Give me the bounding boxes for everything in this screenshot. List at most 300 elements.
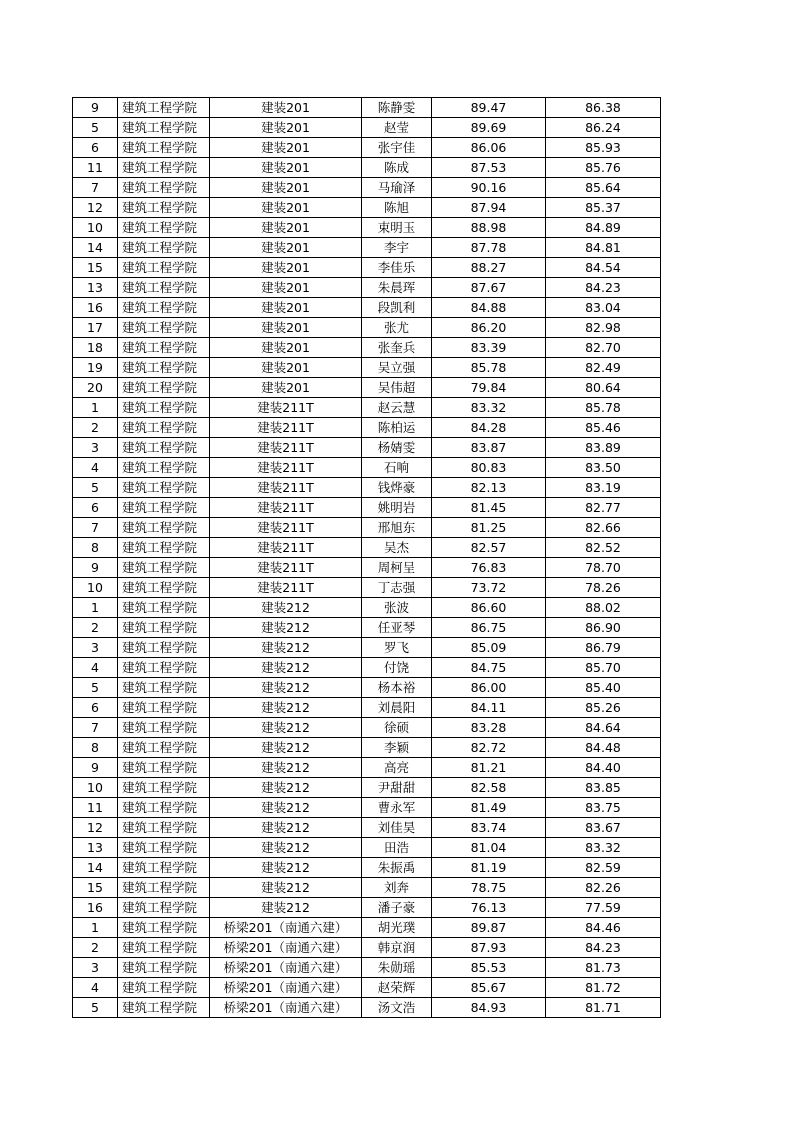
college-cell: 建筑工程学院 (118, 658, 210, 678)
college-cell: 建筑工程学院 (118, 598, 210, 618)
rank-cell: 15 (73, 258, 118, 278)
score-cell: 87.94 (432, 198, 546, 218)
college-cell: 建筑工程学院 (118, 998, 210, 1018)
composite-score-cell: 82.26 (546, 878, 661, 898)
score-cell: 81.25 (432, 518, 546, 538)
rank-cell: 3 (73, 638, 118, 658)
score-cell: 76.13 (432, 898, 546, 918)
rank-cell: 13 (73, 278, 118, 298)
table-row (73, 278, 661, 298)
table-row (73, 378, 661, 398)
rank-cell: 4 (73, 978, 118, 998)
table-row (73, 678, 661, 698)
college-cell: 建筑工程学院 (118, 98, 210, 118)
rank-cell: 12 (73, 198, 118, 218)
rank-cell: 15 (73, 878, 118, 898)
score-cell: 78.75 (432, 878, 546, 898)
composite-score-cell: 83.85 (546, 778, 661, 798)
table-row (73, 698, 661, 718)
composite-score-cell: 83.19 (546, 478, 661, 498)
college-cell: 建筑工程学院 (118, 418, 210, 438)
rank-cell: 11 (73, 798, 118, 818)
name-cell: 刘晨阳 (362, 698, 432, 718)
composite-score-cell: 85.37 (546, 198, 661, 218)
table-row (73, 658, 661, 678)
rank-cell: 6 (73, 498, 118, 518)
class-cell: 建装211T (210, 478, 362, 498)
table-row (73, 618, 661, 638)
score-cell: 84.28 (432, 418, 546, 438)
rank-cell: 7 (73, 518, 118, 538)
composite-score-cell: 82.77 (546, 498, 661, 518)
score-cell: 86.75 (432, 618, 546, 638)
name-cell: 张尤 (362, 318, 432, 338)
name-cell: 刘佳昊 (362, 818, 432, 838)
score-cell: 82.72 (432, 738, 546, 758)
score-cell: 86.20 (432, 318, 546, 338)
composite-score-cell: 78.26 (546, 578, 661, 598)
class-cell: 建装201 (210, 178, 362, 198)
class-cell: 建装212 (210, 698, 362, 718)
college-cell: 建筑工程学院 (118, 918, 210, 938)
table-row (73, 898, 661, 918)
rank-cell: 9 (73, 98, 118, 118)
table-row (73, 778, 661, 798)
rank-cell: 16 (73, 298, 118, 318)
college-cell: 建筑工程学院 (118, 198, 210, 218)
score-cell: 84.93 (432, 998, 546, 1018)
score-cell: 87.93 (432, 938, 546, 958)
table-row (73, 118, 661, 138)
score-cell: 76.83 (432, 558, 546, 578)
composite-score-cell: 83.89 (546, 438, 661, 458)
name-cell: 吴杰 (362, 538, 432, 558)
rank-cell: 4 (73, 458, 118, 478)
score-cell: 85.09 (432, 638, 546, 658)
college-cell: 建筑工程学院 (118, 538, 210, 558)
class-cell: 建装212 (210, 838, 362, 858)
name-cell: 尹甜甜 (362, 778, 432, 798)
class-cell: 建装201 (210, 378, 362, 398)
name-cell: 付饶 (362, 658, 432, 678)
table-row (73, 478, 661, 498)
composite-score-cell: 85.46 (546, 418, 661, 438)
table-row (73, 298, 661, 318)
college-cell: 建筑工程学院 (118, 378, 210, 398)
table-row (73, 458, 661, 478)
name-cell: 李宇 (362, 238, 432, 258)
class-cell: 建装212 (210, 738, 362, 758)
class-cell: 建装212 (210, 618, 362, 638)
score-table-body (73, 98, 661, 1018)
name-cell: 朱振禹 (362, 858, 432, 878)
table-row (73, 418, 661, 438)
class-cell: 建装212 (210, 778, 362, 798)
name-cell: 朱勋瑶 (362, 958, 432, 978)
name-cell: 韩京润 (362, 938, 432, 958)
class-cell: 建装211T (210, 438, 362, 458)
class-cell: 桥梁201（南通六建） (210, 918, 362, 938)
class-cell: 建装201 (210, 298, 362, 318)
table-row (73, 438, 661, 458)
table-row (73, 578, 661, 598)
composite-score-cell: 86.38 (546, 98, 661, 118)
composite-score-cell: 86.79 (546, 638, 661, 658)
college-cell: 建筑工程学院 (118, 318, 210, 338)
score-table (72, 97, 661, 1018)
composite-score-cell: 84.40 (546, 758, 661, 778)
college-cell: 建筑工程学院 (118, 438, 210, 458)
name-cell: 马瑜泽 (362, 178, 432, 198)
rank-cell: 18 (73, 338, 118, 358)
college-cell: 建筑工程学院 (118, 838, 210, 858)
score-cell: 87.53 (432, 158, 546, 178)
composite-score-cell: 81.71 (546, 998, 661, 1018)
composite-score-cell: 84.23 (546, 278, 661, 298)
class-cell: 建装212 (210, 858, 362, 878)
college-cell: 建筑工程学院 (118, 818, 210, 838)
rank-cell: 14 (73, 858, 118, 878)
class-cell: 建装212 (210, 818, 362, 838)
composite-score-cell: 83.32 (546, 838, 661, 858)
class-cell: 建装201 (210, 358, 362, 378)
score-cell: 86.60 (432, 598, 546, 618)
rank-cell: 17 (73, 318, 118, 338)
table-row (73, 238, 661, 258)
table-row (73, 738, 661, 758)
rank-cell: 3 (73, 438, 118, 458)
composite-score-cell: 83.75 (546, 798, 661, 818)
class-cell: 建装201 (210, 258, 362, 278)
rank-cell: 1 (73, 918, 118, 938)
score-cell: 85.67 (432, 978, 546, 998)
composite-score-cell: 84.89 (546, 218, 661, 238)
rank-cell: 5 (73, 478, 118, 498)
rank-cell: 5 (73, 998, 118, 1018)
college-cell: 建筑工程学院 (118, 458, 210, 478)
name-cell: 任亚琴 (362, 618, 432, 638)
score-cell: 83.28 (432, 718, 546, 738)
college-cell: 建筑工程学院 (118, 358, 210, 378)
class-cell: 建装201 (210, 98, 362, 118)
composite-score-cell: 84.46 (546, 918, 661, 938)
rank-cell: 10 (73, 578, 118, 598)
rank-cell: 2 (73, 618, 118, 638)
score-cell: 81.04 (432, 838, 546, 858)
table-row (73, 98, 661, 118)
composite-score-cell: 81.72 (546, 978, 661, 998)
college-cell: 建筑工程学院 (118, 878, 210, 898)
class-cell: 建装211T (210, 458, 362, 478)
class-cell: 桥梁201（南通六建） (210, 958, 362, 978)
score-cell: 89.87 (432, 918, 546, 938)
table-row (73, 838, 661, 858)
college-cell: 建筑工程学院 (118, 718, 210, 738)
name-cell: 段凯利 (362, 298, 432, 318)
composite-score-cell: 80.64 (546, 378, 661, 398)
rank-cell: 1 (73, 598, 118, 618)
composite-score-cell: 85.70 (546, 658, 661, 678)
composite-score-cell: 82.98 (546, 318, 661, 338)
class-cell: 建装201 (210, 318, 362, 338)
score-cell: 88.27 (432, 258, 546, 278)
composite-score-cell: 84.64 (546, 718, 661, 738)
name-cell: 李佳乐 (362, 258, 432, 278)
class-cell: 建装212 (210, 598, 362, 618)
rank-cell: 12 (73, 818, 118, 838)
class-cell: 建装211T (210, 498, 362, 518)
class-cell: 建装211T (210, 398, 362, 418)
rank-cell: 9 (73, 758, 118, 778)
name-cell: 石响 (362, 458, 432, 478)
name-cell: 陈成 (362, 158, 432, 178)
table-row (73, 538, 661, 558)
name-cell: 朱晨珲 (362, 278, 432, 298)
composite-score-cell: 84.23 (546, 938, 661, 958)
college-cell: 建筑工程学院 (118, 478, 210, 498)
composite-score-cell: 85.93 (546, 138, 661, 158)
table-row (73, 918, 661, 938)
table-row (73, 218, 661, 238)
class-cell: 建装201 (210, 238, 362, 258)
score-cell: 81.45 (432, 498, 546, 518)
rank-cell: 10 (73, 778, 118, 798)
college-cell: 建筑工程学院 (118, 778, 210, 798)
composite-score-cell: 86.90 (546, 618, 661, 638)
table-row (73, 258, 661, 278)
rank-cell: 1 (73, 398, 118, 418)
college-cell: 建筑工程学院 (118, 138, 210, 158)
score-cell: 73.72 (432, 578, 546, 598)
table-row (73, 518, 661, 538)
score-cell: 85.78 (432, 358, 546, 378)
score-cell: 90.16 (432, 178, 546, 198)
class-cell: 建装201 (210, 338, 362, 358)
rank-cell: 16 (73, 898, 118, 918)
name-cell: 赵莹 (362, 118, 432, 138)
composite-score-cell: 82.52 (546, 538, 661, 558)
rank-cell: 7 (73, 178, 118, 198)
rank-cell: 7 (73, 718, 118, 738)
score-cell: 87.67 (432, 278, 546, 298)
name-cell: 陈静雯 (362, 98, 432, 118)
table-row (73, 818, 661, 838)
college-cell: 建筑工程学院 (118, 678, 210, 698)
score-cell: 82.57 (432, 538, 546, 558)
composite-score-cell: 83.67 (546, 818, 661, 838)
college-cell: 建筑工程学院 (118, 578, 210, 598)
name-cell: 汤文浩 (362, 998, 432, 1018)
class-cell: 建装211T (210, 418, 362, 438)
college-cell: 建筑工程学院 (118, 158, 210, 178)
composite-score-cell: 82.49 (546, 358, 661, 378)
rank-cell: 10 (73, 218, 118, 238)
rank-cell: 11 (73, 158, 118, 178)
composite-score-cell: 85.76 (546, 158, 661, 178)
name-cell: 赵云慧 (362, 398, 432, 418)
composite-score-cell: 84.54 (546, 258, 661, 278)
table-row (73, 318, 661, 338)
name-cell: 束明玉 (362, 218, 432, 238)
class-cell: 建装201 (210, 118, 362, 138)
score-cell: 89.47 (432, 98, 546, 118)
table-row (73, 338, 661, 358)
name-cell: 田浩 (362, 838, 432, 858)
class-cell: 建装201 (210, 218, 362, 238)
name-cell: 邢旭东 (362, 518, 432, 538)
rank-cell: 2 (73, 418, 118, 438)
college-cell: 建筑工程学院 (118, 738, 210, 758)
score-cell: 86.00 (432, 678, 546, 698)
rank-cell: 5 (73, 678, 118, 698)
class-cell: 建装201 (210, 198, 362, 218)
composite-score-cell: 83.04 (546, 298, 661, 318)
rank-cell: 4 (73, 658, 118, 678)
table-row (73, 878, 661, 898)
name-cell: 吴立强 (362, 358, 432, 378)
score-cell: 83.32 (432, 398, 546, 418)
name-cell: 胡光璞 (362, 918, 432, 938)
composite-score-cell: 84.81 (546, 238, 661, 258)
table-row (73, 998, 661, 1018)
table-row (73, 598, 661, 618)
name-cell: 张宇佳 (362, 138, 432, 158)
table-row (73, 978, 661, 998)
class-cell: 桥梁201（南通六建） (210, 938, 362, 958)
rank-cell: 8 (73, 538, 118, 558)
table-row (73, 858, 661, 878)
college-cell: 建筑工程学院 (118, 618, 210, 638)
college-cell: 建筑工程学院 (118, 798, 210, 818)
college-cell: 建筑工程学院 (118, 338, 210, 358)
composite-score-cell: 85.78 (546, 398, 661, 418)
college-cell: 建筑工程学院 (118, 398, 210, 418)
college-cell: 建筑工程学院 (118, 698, 210, 718)
table-row (73, 198, 661, 218)
rank-cell: 6 (73, 138, 118, 158)
score-cell: 83.74 (432, 818, 546, 838)
name-cell: 曹永军 (362, 798, 432, 818)
composite-score-cell: 81.73 (546, 958, 661, 978)
name-cell: 张奎兵 (362, 338, 432, 358)
score-cell: 84.75 (432, 658, 546, 678)
class-cell: 建装212 (210, 718, 362, 738)
rank-cell: 9 (73, 558, 118, 578)
college-cell: 建筑工程学院 (118, 258, 210, 278)
class-cell: 建装201 (210, 158, 362, 178)
college-cell: 建筑工程学院 (118, 238, 210, 258)
table-row (73, 498, 661, 518)
rank-cell: 2 (73, 938, 118, 958)
score-cell: 83.87 (432, 438, 546, 458)
rank-cell: 8 (73, 738, 118, 758)
score-cell: 88.98 (432, 218, 546, 238)
composite-score-cell: 86.24 (546, 118, 661, 138)
college-cell: 建筑工程学院 (118, 858, 210, 878)
name-cell: 丁志强 (362, 578, 432, 598)
composite-score-cell: 85.40 (546, 678, 661, 698)
class-cell: 桥梁201（南通六建） (210, 978, 362, 998)
score-cell: 81.19 (432, 858, 546, 878)
college-cell: 建筑工程学院 (118, 518, 210, 538)
college-cell: 建筑工程学院 (118, 938, 210, 958)
college-cell: 建筑工程学院 (118, 218, 210, 238)
composite-score-cell: 82.70 (546, 338, 661, 358)
name-cell: 陈柏运 (362, 418, 432, 438)
table-row (73, 938, 661, 958)
table-row (73, 758, 661, 778)
name-cell: 刘奔 (362, 878, 432, 898)
college-cell: 建筑工程学院 (118, 178, 210, 198)
class-cell: 建装212 (210, 638, 362, 658)
rank-cell: 19 (73, 358, 118, 378)
score-cell: 81.49 (432, 798, 546, 818)
name-cell: 陈旭 (362, 198, 432, 218)
composite-score-cell: 88.02 (546, 598, 661, 618)
score-cell: 85.53 (432, 958, 546, 978)
class-cell: 建装211T (210, 578, 362, 598)
college-cell: 建筑工程学院 (118, 118, 210, 138)
name-cell: 徐硕 (362, 718, 432, 738)
rank-cell: 13 (73, 838, 118, 858)
composite-score-cell: 82.66 (546, 518, 661, 538)
composite-score-cell: 85.26 (546, 698, 661, 718)
college-cell: 建筑工程学院 (118, 638, 210, 658)
name-cell: 钱烨豪 (362, 478, 432, 498)
name-cell: 杨本裕 (362, 678, 432, 698)
name-cell: 潘子豪 (362, 898, 432, 918)
name-cell: 罗飞 (362, 638, 432, 658)
score-cell: 80.83 (432, 458, 546, 478)
score-cell: 82.13 (432, 478, 546, 498)
college-cell: 建筑工程学院 (118, 978, 210, 998)
college-cell: 建筑工程学院 (118, 558, 210, 578)
name-cell: 周柯呈 (362, 558, 432, 578)
rank-cell: 6 (73, 698, 118, 718)
composite-score-cell: 82.59 (546, 858, 661, 878)
composite-score-cell: 85.64 (546, 178, 661, 198)
table-row (73, 558, 661, 578)
score-cell: 81.21 (432, 758, 546, 778)
score-cell: 82.58 (432, 778, 546, 798)
score-cell: 87.78 (432, 238, 546, 258)
college-cell: 建筑工程学院 (118, 958, 210, 978)
class-cell: 建装212 (210, 758, 362, 778)
class-cell: 建装212 (210, 798, 362, 818)
name-cell: 高亮 (362, 758, 432, 778)
table-row (73, 138, 661, 158)
class-cell: 建装211T (210, 538, 362, 558)
table-row (73, 798, 661, 818)
table-row (73, 158, 661, 178)
class-cell: 建装212 (210, 898, 362, 918)
class-cell: 建装212 (210, 678, 362, 698)
class-cell: 建装212 (210, 878, 362, 898)
name-cell: 张波 (362, 598, 432, 618)
name-cell: 杨婧雯 (362, 438, 432, 458)
class-cell: 建装201 (210, 138, 362, 158)
table-row (73, 718, 661, 738)
composite-score-cell: 84.48 (546, 738, 661, 758)
college-cell: 建筑工程学院 (118, 758, 210, 778)
table-row (73, 398, 661, 418)
table-row (73, 358, 661, 378)
name-cell: 赵荣辉 (362, 978, 432, 998)
class-cell: 桥梁201（南通六建） (210, 998, 362, 1018)
name-cell: 姚明岩 (362, 498, 432, 518)
rank-cell: 20 (73, 378, 118, 398)
class-cell: 建装211T (210, 518, 362, 538)
